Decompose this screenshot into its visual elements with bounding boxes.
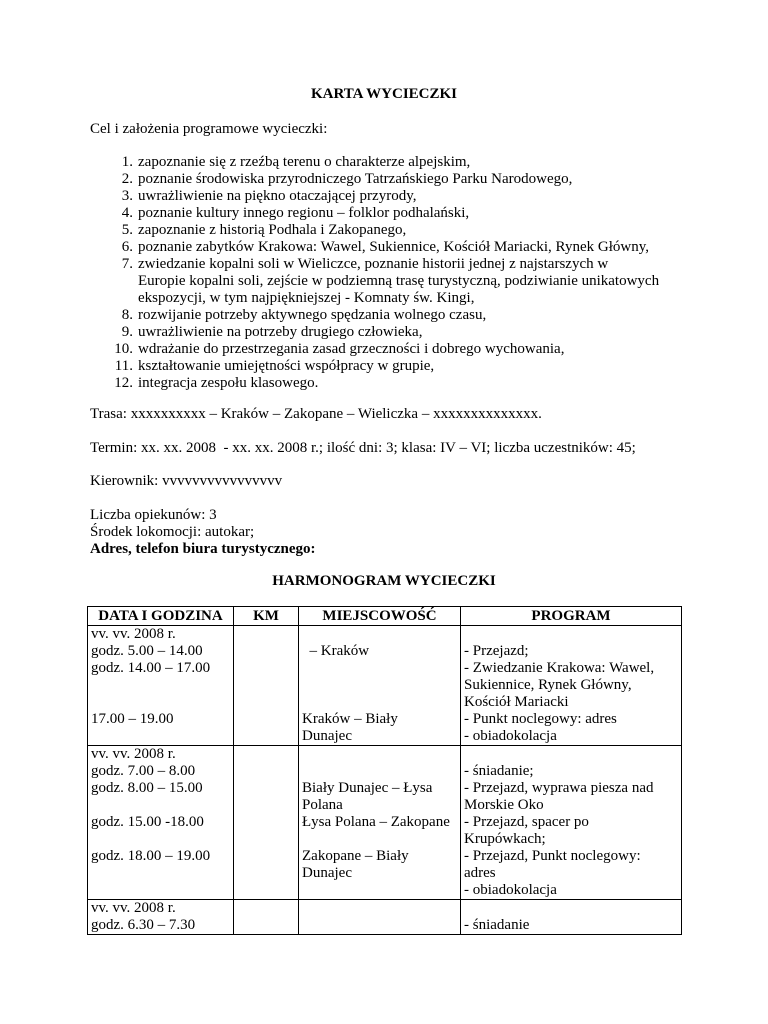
place-cell-line (302, 694, 457, 711)
program-cell-line: - Zwiedzanie Krakowa: Wawel, (464, 660, 655, 676)
goal-text-line: poznanie zabytków Krakowa: Wawel, Sukiennice, Kościół Mariacki, Rynek Główny, (138, 239, 649, 255)
leader-line: Kierownik: vvvvvvvvvvvvvvvv (90, 473, 283, 489)
place-cell-line: Biały Dunajec – Łysa (302, 780, 433, 796)
goal-number: 11. (114, 358, 133, 374)
goal-item (103, 307, 683, 324)
km-cell (234, 746, 299, 900)
goal-item (103, 375, 683, 392)
goal-number: 7. (121, 256, 133, 272)
program-cell-line (464, 900, 678, 917)
schedule-row (88, 746, 682, 900)
goal-number: 4. (121, 205, 133, 221)
place-cell-line: Polana (302, 797, 343, 813)
place-cell-line (302, 917, 457, 934)
schedule-row (88, 626, 682, 746)
date-cell-line (91, 882, 230, 899)
goal-item (103, 358, 683, 375)
goal-item (103, 222, 683, 239)
program-cell-line: - Punkt noclegowy: adres (464, 711, 617, 727)
goal-item (103, 256, 683, 307)
goal-number: 1. (121, 154, 133, 170)
date-cell (88, 900, 234, 935)
schedule-title: HARMONOGRAM WYCIECZKI (272, 573, 496, 589)
program-cell-line: Kościół Mariacki (464, 694, 569, 710)
date-cell-line (91, 865, 230, 882)
program-cell (461, 746, 682, 900)
schedule-row (88, 900, 682, 935)
goal-text-line: kształtowanie umiejętności współpracy w grupie, (138, 358, 435, 374)
date-cell-line: godz. 14.00 – 17.00 (91, 660, 211, 676)
place-cell-line (302, 660, 457, 677)
place-cell-line (302, 763, 457, 780)
place-cell-line: – Kraków (302, 643, 370, 659)
goal-number: 2. (121, 171, 133, 187)
goal-item (103, 324, 683, 341)
goal-number: 10. (114, 341, 133, 357)
goal-text-line: poznanie kultury innego regionu – folklor podhalański, (138, 205, 470, 221)
goal-text-line: poznanie środowiska przyrodniczego Tatrzańskiego Parku Narodowego, (138, 171, 573, 187)
place-cell-line (302, 677, 457, 694)
date-cell-line: 17.00 – 19.00 (91, 711, 174, 727)
goal-number: 12. (114, 375, 133, 391)
date-cell-line: godz. 5.00 – 14.00 (91, 643, 203, 659)
goal-text-line: wdrażanie do przestrzegania zasad grzeczności i dobrego wychowania, (138, 341, 565, 357)
goal-text-line: uwrażliwienie na piękno otaczającej przyrody, (138, 188, 417, 204)
header-place: MIEJSCOWOŚĆ (299, 607, 461, 626)
goal-item (103, 154, 683, 171)
place-cell (299, 746, 461, 900)
program-cell-line: - śniadanie (464, 917, 530, 933)
goal-item (103, 188, 683, 205)
place-cell-line: Kraków – Biały (302, 711, 398, 727)
km-cell (234, 900, 299, 935)
program-cell (461, 626, 682, 746)
date-cell-line (91, 797, 230, 814)
place-cell-line (302, 882, 457, 899)
goal-text-line: zapoznanie z historią Podhala i Zakopanego, (138, 222, 407, 238)
goals-intro: Cel i założenia programowe wycieczki: (90, 121, 328, 137)
place-cell-line (302, 746, 457, 763)
place-cell (299, 626, 461, 746)
goal-number: 6. (121, 239, 133, 255)
date-cell-line: godz. 15.00 -18.00 (91, 814, 204, 830)
place-cell-line: Łysa Polana – Zakopane (302, 814, 450, 830)
program-cell-line: - obiadokolacja (464, 728, 557, 744)
place-cell-line: Zakopane – Biały (302, 848, 409, 864)
goal-text-line: integracja zespołu klasowego. (138, 375, 319, 391)
date-cell-line: godz. 18.00 – 19.00 (91, 848, 211, 864)
goal-text-line: zapoznanie się z rzeźbą terenu o charakterze alpejskim, (138, 154, 471, 170)
date-cell (88, 746, 234, 900)
km-cell (234, 626, 299, 746)
goals-list (103, 154, 683, 392)
transport-line: Środek lokomocji: autokar; (90, 524, 255, 540)
place-cell (299, 900, 461, 935)
date-cell-line (91, 728, 230, 745)
date-cell-line: vv. vv. 2008 r. (91, 626, 176, 642)
program-cell-line (464, 746, 678, 763)
date-cell-line: vv. vv. 2008 r. (91, 900, 176, 916)
guardians-line: Liczba opiekunów: 3 (90, 507, 217, 523)
agency-contact-line: Adres, telefon biura turystycznego: (90, 541, 316, 557)
program-cell-line: Morskie Oko (464, 797, 544, 813)
date-cell-line: godz. 7.00 – 8.00 (91, 763, 196, 779)
place-cell-line: Dunajec (302, 865, 352, 881)
goal-text-line: ekspozycji, w tym najpiękniejszej - Komnaty św. Kingi, (138, 290, 475, 306)
program-cell-line: - Przejazd; (464, 643, 529, 659)
goal-item (103, 205, 683, 222)
program-cell-line: Sukiennice, Rynek Główny, (464, 677, 632, 693)
program-cell (461, 900, 682, 935)
goal-item (103, 341, 683, 358)
place-cell-line: Dunajec (302, 728, 352, 744)
program-cell-line: adres (464, 865, 496, 881)
route-line: Trasa: xxxxxxxxxx – Kraków – Zakopane – Wieliczka – xxxxxxxxxxxxxx. (90, 406, 542, 422)
goal-item (103, 171, 683, 188)
goal-number: 5. (121, 222, 133, 238)
goal-number: 3. (121, 188, 133, 204)
date-cell (88, 626, 234, 746)
header-program: PROGRAM (461, 607, 682, 626)
goal-number: 9. (121, 324, 133, 340)
date-cell-line (91, 694, 230, 711)
date-cell-line: godz. 8.00 – 15.00 (91, 780, 203, 796)
header-km: KM (234, 607, 299, 626)
place-cell-line (302, 831, 457, 848)
program-cell-line: - Przejazd, Punkt noclegowy: (464, 848, 641, 864)
program-cell-line (464, 626, 678, 643)
program-cell-line: - Przejazd, wyprawa piesza nad (464, 780, 654, 796)
schedule-header-row (88, 607, 682, 626)
document-title: KARTA WYCIECZKI (310, 86, 458, 102)
goal-text-line: zwiedzanie kopalni soli w Wieliczce, poznanie historii jednej z najstarszych w (138, 256, 609, 272)
place-cell-line (302, 900, 457, 917)
goal-text-line: Europie kopalni soli, zejście w podziemną trasę turystyczną, podziwianie unikatowych (138, 273, 660, 289)
goal-text-line: rozwijanie potrzeby aktywnego spędzania wolnego czasu, (138, 307, 487, 323)
program-cell-line: - Przejazd, spacer po (464, 814, 589, 830)
date-cell-line (91, 677, 230, 694)
program-cell-line: - obiadokolacja (464, 882, 557, 898)
schedule-table (87, 606, 682, 935)
program-cell-line: Krupówkach; (464, 831, 546, 847)
date-cell-line: godz. 6.30 – 7.30 (91, 917, 196, 933)
date-cell-line (91, 831, 230, 848)
place-cell-line (302, 626, 457, 643)
goal-text-line: uwrażliwienie na potrzeby drugiego człowieka, (138, 324, 423, 340)
goal-number: 8. (121, 307, 133, 323)
program-cell-line: - śniadanie; (464, 763, 534, 779)
goal-item (103, 239, 683, 256)
header-date: DATA I GODZINA (88, 607, 234, 626)
date-line: Termin: xx. xx. 2008 - xx. xx. 2008 r.; ilość dni: 3; klasa: IV – VI; liczba uczestników: 45; (90, 440, 636, 456)
date-cell-line: vv. vv. 2008 r. (91, 746, 176, 762)
